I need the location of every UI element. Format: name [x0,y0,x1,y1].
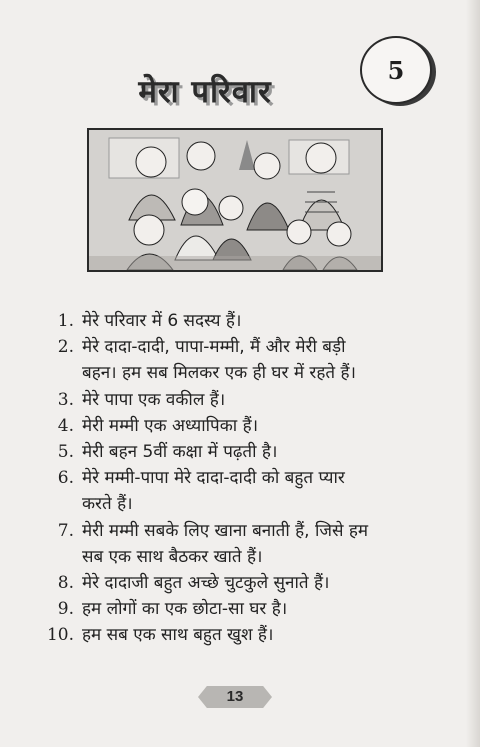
item-number: 1. [57,311,74,331]
item-text: मेरे परिवार में 6 सदस्य हैं। [82,311,242,331]
lesson-number: 5 [387,55,405,85]
item-text: मेरी बहन 5वीं कक्षा में पढ़ती है। [82,442,278,463]
page-edge-shadow [466,0,480,747]
item-text: हम सब एक साथ बहुत खुश हैं। [82,625,274,646]
list-item [40,413,460,439]
list-item [40,387,460,413]
item-text: मेरी मम्मी एक अध्यापिका हैं। [82,415,259,436]
item-number: 5. [57,442,74,463]
list-item [40,596,460,622]
item-text: मेरी मम्मी सबके लिए खाना बनाती हैं, जिसे हम सब एक साथ बैठकर खाते हैं। [82,520,369,567]
list-item [40,308,460,334]
item-number: 9. [57,599,74,620]
item-number: 2. [57,337,74,358]
item-text: मेरे मम्मी-पापा मेरे दादा-दादी को बहुत प्यार करते हैं। [82,468,345,515]
item-text: मेरे दादाजी बहुत अच्छे चुटकुले सुनाते हैं। [82,573,330,594]
list-item [40,622,460,648]
page-title: मेरा परिवार [138,74,272,110]
sentence-list [40,308,460,649]
item-text: हम लोगों का एक छोटा-सा घर है। [82,599,288,620]
list-item [40,518,460,570]
item-number: 3. [57,389,74,410]
item-text: मेरे पापा एक वकील हैं। [82,389,226,410]
item-number: 7. [57,520,74,541]
family-picture [89,130,381,270]
page-number: 13 [226,688,244,705]
item-number: 10. [46,625,74,646]
item-number: 8. [57,573,74,594]
item-number: 4. [57,415,74,436]
list-item [40,570,460,596]
item-text: मेरे दादा-दादी, पापा-मम्मी, मैं और मेरी बड़ी बहन। हम सब मिलकर एक ही घर में रहते हैं। [82,337,356,384]
list-item [40,465,460,517]
family-illustration [87,128,383,272]
list-item [40,439,460,465]
page-number-tag [198,686,272,708]
item-number: 6. [57,468,74,489]
list-item [40,334,460,386]
